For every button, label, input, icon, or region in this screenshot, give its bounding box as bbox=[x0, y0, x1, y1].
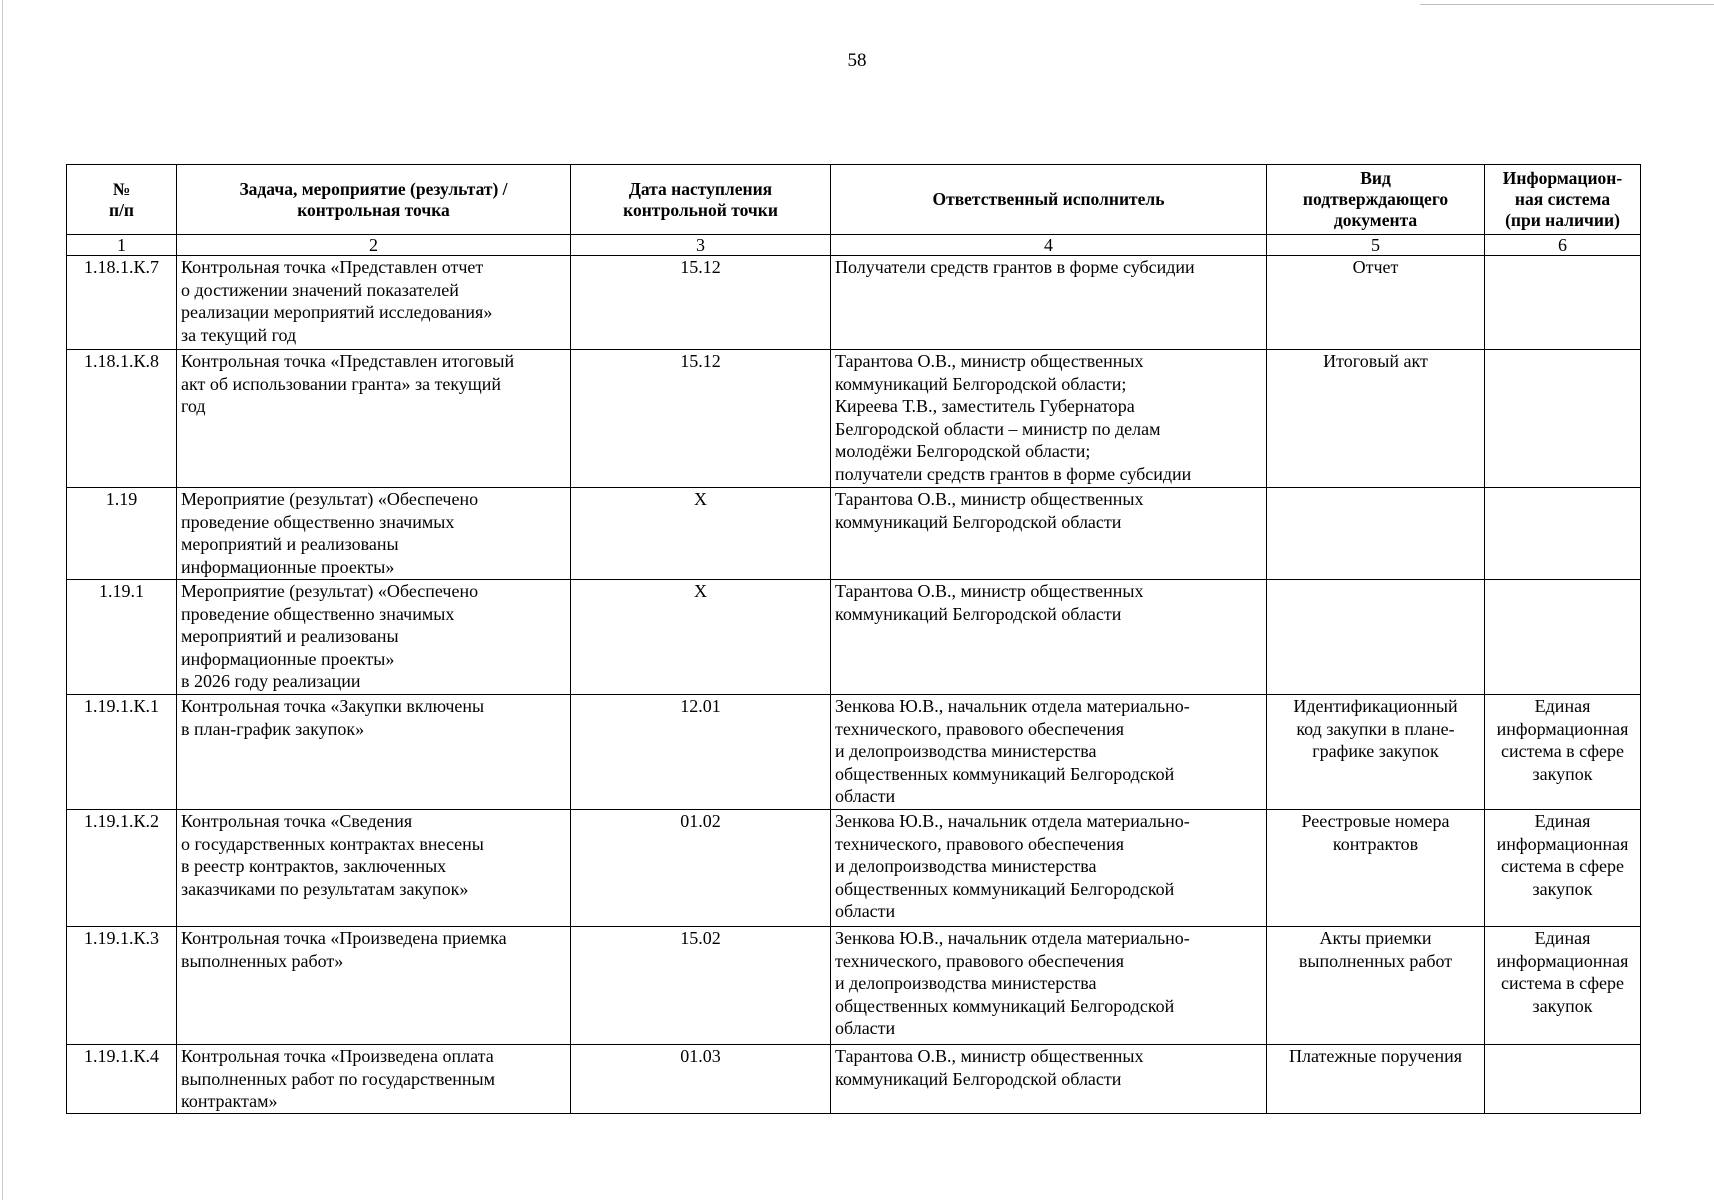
row-task: Контрольная точка «Закупки включены в план-график закупок» bbox=[177, 695, 571, 810]
row-date: Х bbox=[571, 580, 831, 695]
row-executor: Тарантова О.В., министр общественных коммуникаций Белгородской области bbox=[831, 1045, 1267, 1114]
row-system bbox=[1485, 350, 1641, 488]
row-date: 12.01 bbox=[571, 695, 831, 810]
row-number: 1.19.1.К.2 bbox=[67, 810, 177, 927]
row-system bbox=[1485, 488, 1641, 580]
column-number: 6 bbox=[1485, 235, 1641, 256]
table-row bbox=[67, 927, 1641, 1045]
column-number: 1 bbox=[67, 235, 177, 256]
table-row bbox=[67, 350, 1641, 488]
row-document: Отчет bbox=[1267, 256, 1485, 350]
row-task: Контрольная точка «Представлен итоговый акт об использовании гранта» за текущий год bbox=[177, 350, 571, 488]
column-number-row bbox=[67, 235, 1641, 256]
row-number: 1.19.1.К.3 bbox=[67, 927, 177, 1045]
row-executor: Тарантова О.В., министр общественных коммуникаций Белгородской области bbox=[831, 488, 1267, 580]
row-executor: Тарантова О.В., министр общественных коммуникаций Белгородской области bbox=[831, 580, 1267, 695]
scan-edge-left bbox=[2, 0, 3, 1200]
row-number: 1.18.1.К.7 bbox=[67, 256, 177, 350]
row-date: 15.12 bbox=[571, 256, 831, 350]
plan-table bbox=[66, 164, 1641, 1114]
row-system bbox=[1485, 256, 1641, 350]
column-number: 3 bbox=[571, 235, 831, 256]
row-number: 1.19.1 bbox=[67, 580, 177, 695]
row-executor: Зенкова Ю.В., начальник отдела материально- технического, правового обеспечения и делопроизводства министерства общественных коммуникаций Белгородской области bbox=[831, 927, 1267, 1045]
header-task: Задача, мероприятие (результат) / контрольная точка bbox=[177, 165, 571, 235]
row-executor: Получатели средств грантов в форме субсидии bbox=[831, 256, 1267, 350]
row-document bbox=[1267, 488, 1485, 580]
column-number: 4 bbox=[831, 235, 1267, 256]
column-number: 2 bbox=[177, 235, 571, 256]
row-executor: Зенкова Ю.В., начальник отдела материально- технического, правового обеспечения и делопроизводства министерства общественных коммуникаций Белгородской области bbox=[831, 695, 1267, 810]
table-row bbox=[67, 810, 1641, 927]
row-date: 15.12 bbox=[571, 350, 831, 488]
header-executor: Ответственный исполнитель bbox=[831, 165, 1267, 235]
row-task: Мероприятие (результат) «Обеспечено проведение общественно значимых мероприятий и реализованы информационные проекты» в 2026 году реализации bbox=[177, 580, 571, 695]
row-document: Идентификационный код закупки в плане- графике закупок bbox=[1267, 695, 1485, 810]
header-system: Информацион- ная система (при наличии) bbox=[1485, 165, 1641, 235]
table-row bbox=[67, 695, 1641, 810]
row-task: Контрольная точка «Произведена оплата выполненных работ по государственным контрактам» bbox=[177, 1045, 571, 1114]
row-date: 01.02 bbox=[571, 810, 831, 927]
table-header-row bbox=[67, 165, 1641, 235]
row-date: Х bbox=[571, 488, 831, 580]
row-system: Единая информационная система в сфере закупок bbox=[1485, 695, 1641, 810]
page-number: 58 bbox=[847, 50, 867, 71]
table-row bbox=[67, 256, 1641, 350]
row-system bbox=[1485, 580, 1641, 695]
row-system: Единая информационная система в сфере закупок bbox=[1485, 810, 1641, 927]
row-executor: Зенкова Ю.В., начальник отдела материально- технического, правового обеспечения и делопроизводства министерства общественных коммуникаций Белгородской области bbox=[831, 810, 1267, 927]
row-number: 1.19.1.К.4 bbox=[67, 1045, 177, 1114]
row-document: Платежные поручения bbox=[1267, 1045, 1485, 1114]
row-task: Контрольная точка «Сведения о государственных контрактах внесены в реестр контрактов, заключенных заказчиками по результатам закупок» bbox=[177, 810, 571, 927]
row-task: Контрольная точка «Произведена приемка выполненных работ» bbox=[177, 927, 571, 1045]
row-number: 1.19 bbox=[67, 488, 177, 580]
row-executor: Тарантова О.В., министр общественных коммуникаций Белгородской области; Киреева Т.В., заместитель Губернатора Белгородской области – министр по делам молодёжи Белгородской области; получатели средств грантов в форме субсидии bbox=[831, 350, 1267, 488]
header-document: Вид подтверждающего документа bbox=[1267, 165, 1485, 235]
row-document: Реестровые номера контрактов bbox=[1267, 810, 1485, 927]
row-document: Акты приемки выполненных работ bbox=[1267, 927, 1485, 1045]
row-document bbox=[1267, 580, 1485, 695]
scan-edge-top bbox=[1420, 4, 1714, 5]
row-task: Контрольная точка «Представлен отчет о достижении значений показателей реализации мероприятий исследования» за текущий год bbox=[177, 256, 571, 350]
row-date: 15.02 bbox=[571, 927, 831, 1045]
header-number: № п/п bbox=[67, 165, 177, 235]
row-number: 1.18.1.К.8 bbox=[67, 350, 177, 488]
table-row bbox=[67, 488, 1641, 580]
header-date: Дата наступления контрольной точки bbox=[571, 165, 831, 235]
row-system bbox=[1485, 1045, 1641, 1114]
table-row bbox=[67, 1045, 1641, 1114]
table-row bbox=[67, 580, 1641, 695]
row-document: Итоговый акт bbox=[1267, 350, 1485, 488]
row-system: Единая информационная система в сфере закупок bbox=[1485, 927, 1641, 1045]
row-date: 01.03 bbox=[571, 1045, 831, 1114]
row-task: Мероприятие (результат) «Обеспечено проведение общественно значимых мероприятий и реализованы информационные проекты» bbox=[177, 488, 571, 580]
column-number: 5 bbox=[1267, 235, 1485, 256]
row-number: 1.19.1.К.1 bbox=[67, 695, 177, 810]
